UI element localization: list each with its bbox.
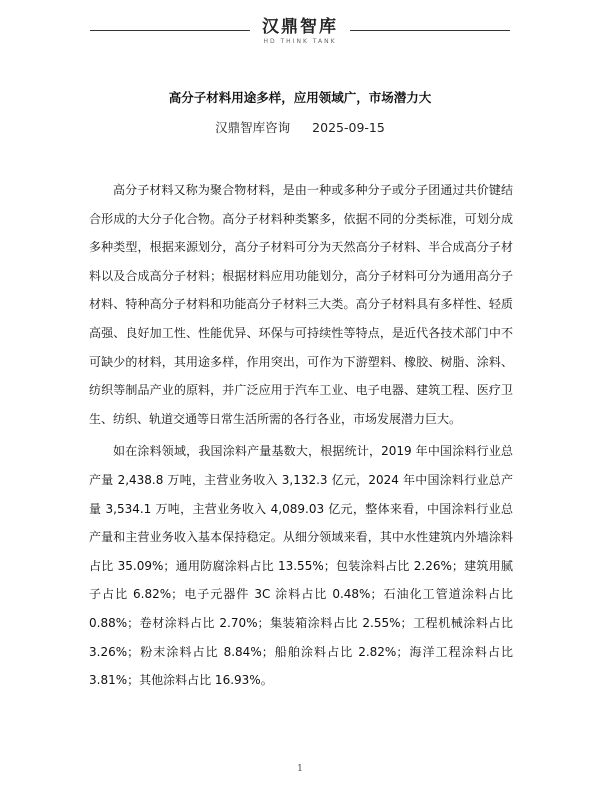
article-source: 汉鼎智库咨询	[215, 120, 291, 135]
article-date: 2025-09-15	[312, 120, 385, 135]
page-header	[0, 16, 600, 50]
logo-subtitle: HD THINK TANK	[263, 38, 337, 45]
paragraph-1: 高分子材料又称为聚合物材料，是由一种或多种分子或分子团通过共价键结合形成的大分子化合物。高分子材料种类繁多，依据不同的分类标准，可划分成多种类型，根据来源划分，高分子材料可分为天然高分子材料、半合成高分子材料以及合成高分子材料；根据材料应用功能划分，高分子材料可分为通用高分子材料、特种高分子材料和功能高分子材料三大类。高分子材料具有多样性、轻质高强、良好加工性、性能优异、环保与可持续性等特点，是近代各技术部门中不可缺少的材料，其用途多样，作用突出，可作为下游塑料、橡胶、树脂、涂料、纺织等制品产业的原料，并广泛应用于汽车工业、电子电器、建筑工程、医疗卫生、纺织、轨道交通等日常生活所需的各行各业，市场发展潜力巨大。	[89, 183, 513, 426]
article-title: 高分子材料用途多样，应用领域广，市场潜力大	[168, 90, 432, 105]
page-number: 1	[297, 764, 303, 774]
article-meta	[0, 118, 600, 136]
logo	[250, 16, 350, 46]
header-rule-right	[350, 30, 510, 31]
article-body	[89, 176, 513, 699]
header-rule-left	[90, 30, 250, 31]
paragraph-2: 如在涂料领域，我国涂料产量基数大，根据统计，2019 年中国涂料行业总产量 2,438.8 万吨，主营业务收入 3,132.3 亿元，2024 年中国涂料行业总产量 3,534.1 万吨，主营业务收入 4,089.03 亿元，整体来看，中国涂料行业总产量和主营业务收入基本保持稳定。从细分领域来看，其中水性建筑内外墙涂料占比 35.09%；通用防腐涂料占比 13.55%；包装涂料占比 2.26%；建筑用腻子占比 6.82%；电子元器件 3C 涂料占比 0.48%；石油化工管道涂料占比 0.88%；卷材涂料占比 2.70%；集装箱涂料占比 2.55%；工程机械涂料占比 3.26%；粉末涂料占比 8.84%；船舶涂料占比 2.82%；海洋工程涂料占比 3.81%；其他涂料占比 16.93%。	[89, 444, 513, 688]
logo-name: 汉鼎智库	[262, 17, 338, 37]
